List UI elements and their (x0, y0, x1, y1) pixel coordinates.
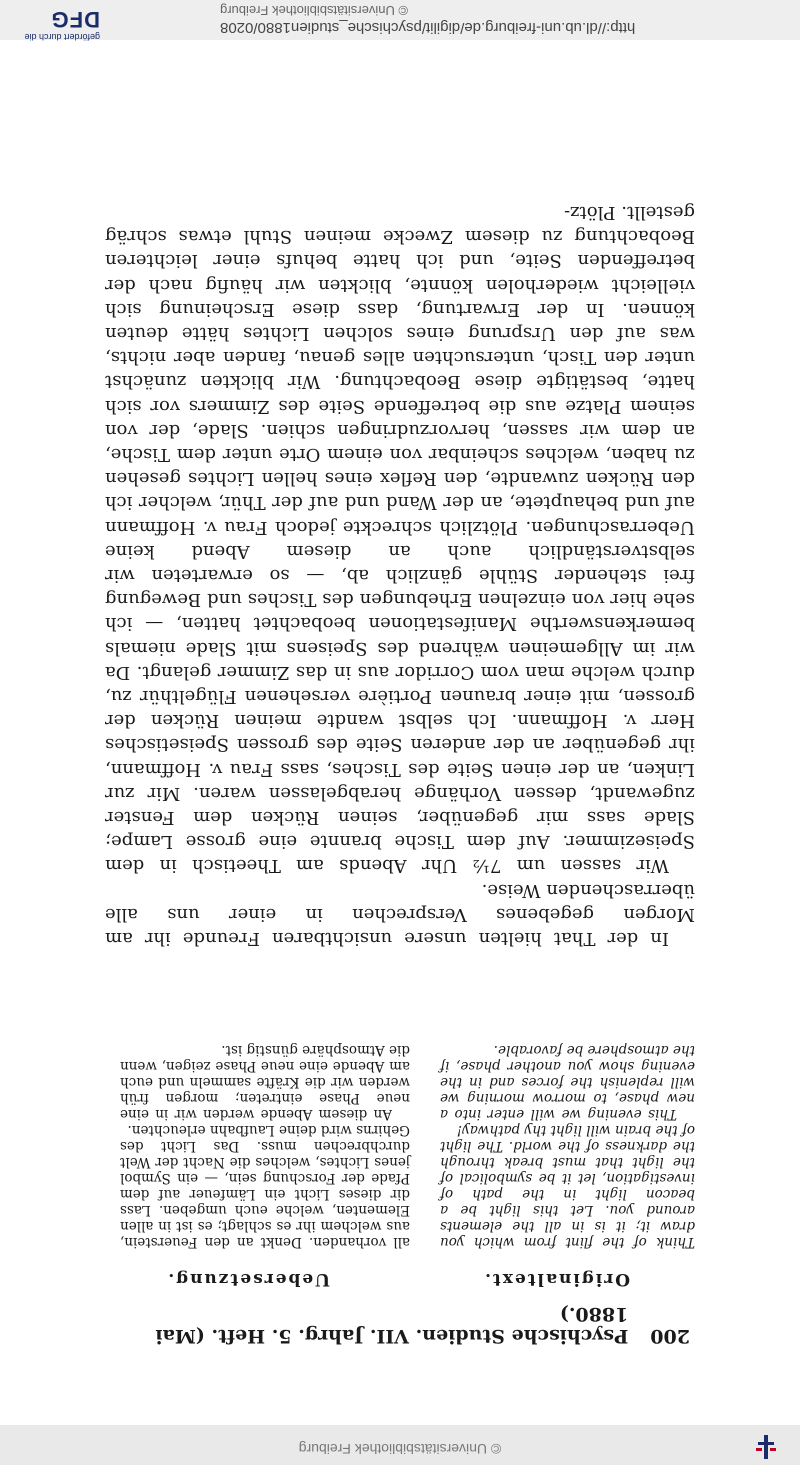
body-paragraph: Wir sassen um 7½ Uhr Abends am Theetisch in dem Speisezimmer. Auf dem Tische brannte eine grosse Lampe; Slade sass mir gegenüber, seinen Rücken dem Fenster zugewandt, dessen Vorhänge herabgelassen waren. Mir zur Linken, an der einen Seite des Tisches, sass Frau v. Hoffmann, ihr gegenüber an der anderen Seite des grossen Speisetisches Herr v. Hoffmann. Ich selbst wandte meinen Rücken der grossen, mit einer braunen Portière versehenen Flügelthür zu, durch welche man vom Corridor aus in das Zimmer gelangt. Da wir im Allgemeinen während des Speisens mit Slade niemals bemerkenswerthe Manifestationen beobachtet hatten, — ich sehe hier von einzelnen Erhebungen des Tisches und Bewegung frei stehender Stühle gänzlich ab, — so erwarteten wir selbstverständlich auch an diesem Abend keine Ueberraschungen. Plötzlich schreckte jedoch Frau v. Hoffmann auf und behauptete, an der Wand und auf der Thür, welcher ich den Rücken zuwandte, den Reflex eines hellen Lichtes gesehen zu haben, welches scheinbar von einem Orte unter dem Tische, an dem wir sassen, hervorzudringen schien. Slade, der von seinem Platze aus die betreffende Seite des Zimmers vor sich hatte, bestätigte diese Beobachtung. Wir blickten zunächst unter den Tisch, untersuchten alles genau, fanden aber nichts, was auf den Ursprung eines solchen Lichtes hätte deuten können. In der Erwartung, dass diese Erscheinung sich vielleicht wiederholen könnte, blickten wir häufig nach der betreffenden Seite, und ich hatte behufs einer leichteren Beobachtung zu diesem Zwecke meinen Stuhl etwas schräg gestellt. Plötz- (105, 201, 695, 877)
permalink-url[interactable]: http://dl.ub.uni-freiburg.de/digilit/psychische_studien1880/0208 (220, 19, 636, 36)
dfg-caption: gefördert durch die (24, 32, 100, 42)
body-paragraph: In der That hielten unsere unsichtbaren Freunde ihr am Morgen gegebenes Versprechen in einer uns alle überraschenden Weise. (105, 879, 695, 949)
translation-paragraph: An diesem Abende werden wir in eine neue Phase eintreten; morgen früh werden wir die Kräfte sammeln und euch am Abende eine neue Phase zeigen, wenn die Atmosphäre günstig ist. (120, 1042, 410, 1122)
library-top-bar (0, 1425, 800, 1465)
library-bottom-bar (0, 0, 800, 40)
dfg-logo (10, 2, 100, 42)
left-column-heading: Originaltext. (483, 1269, 630, 1289)
translation-paragraph: all vorhanden. Denkt an den Feuerstein, aus welchem ihr es schlagt; es ist in allen Elementen, welche euch umgeben. Lass dir dieses Licht ein Lämfeuer auf dem Pfade der Forschung sein, — ein Symbol jenes Lichtes, welches die Nacht der Welt durchbrechen muss. Das Licht des Gehirns wird deine Laufbahn erleuchten. (120, 1122, 410, 1250)
running-header (90, 1303, 690, 1347)
original-paragraph: Think of the flint from which you draw it; it is in all the elements around you. Let this light be a beacon light in the path of investigation, let it be symbolical of the light that must break through the darkness of the world. The light of the brain will light thy pathway! (440, 1122, 695, 1250)
body-text (105, 200, 695, 950)
running-title: Psychische Studien. VII. Jahrg. 5. Heft. (Mai 1880.) (155, 1303, 629, 1347)
right-column-heading: Uebersetzung. (166, 1269, 330, 1289)
translation-column (120, 1042, 410, 1250)
dfg-wordmark: DFG (50, 7, 100, 32)
original-text-column (440, 1042, 695, 1250)
library-credit: © Universitätsbibliothek Freiburg (298, 1441, 502, 1457)
original-paragraph: This evening we will enter into a new phase, to morrow morning we will replenish the forces and in the evening show you another phase, if the atmosphere be favorable. (440, 1042, 695, 1122)
page-number: 200 (650, 1325, 690, 1347)
copyright-notice: © Universitätsbibliothek Freiburg (220, 3, 409, 18)
